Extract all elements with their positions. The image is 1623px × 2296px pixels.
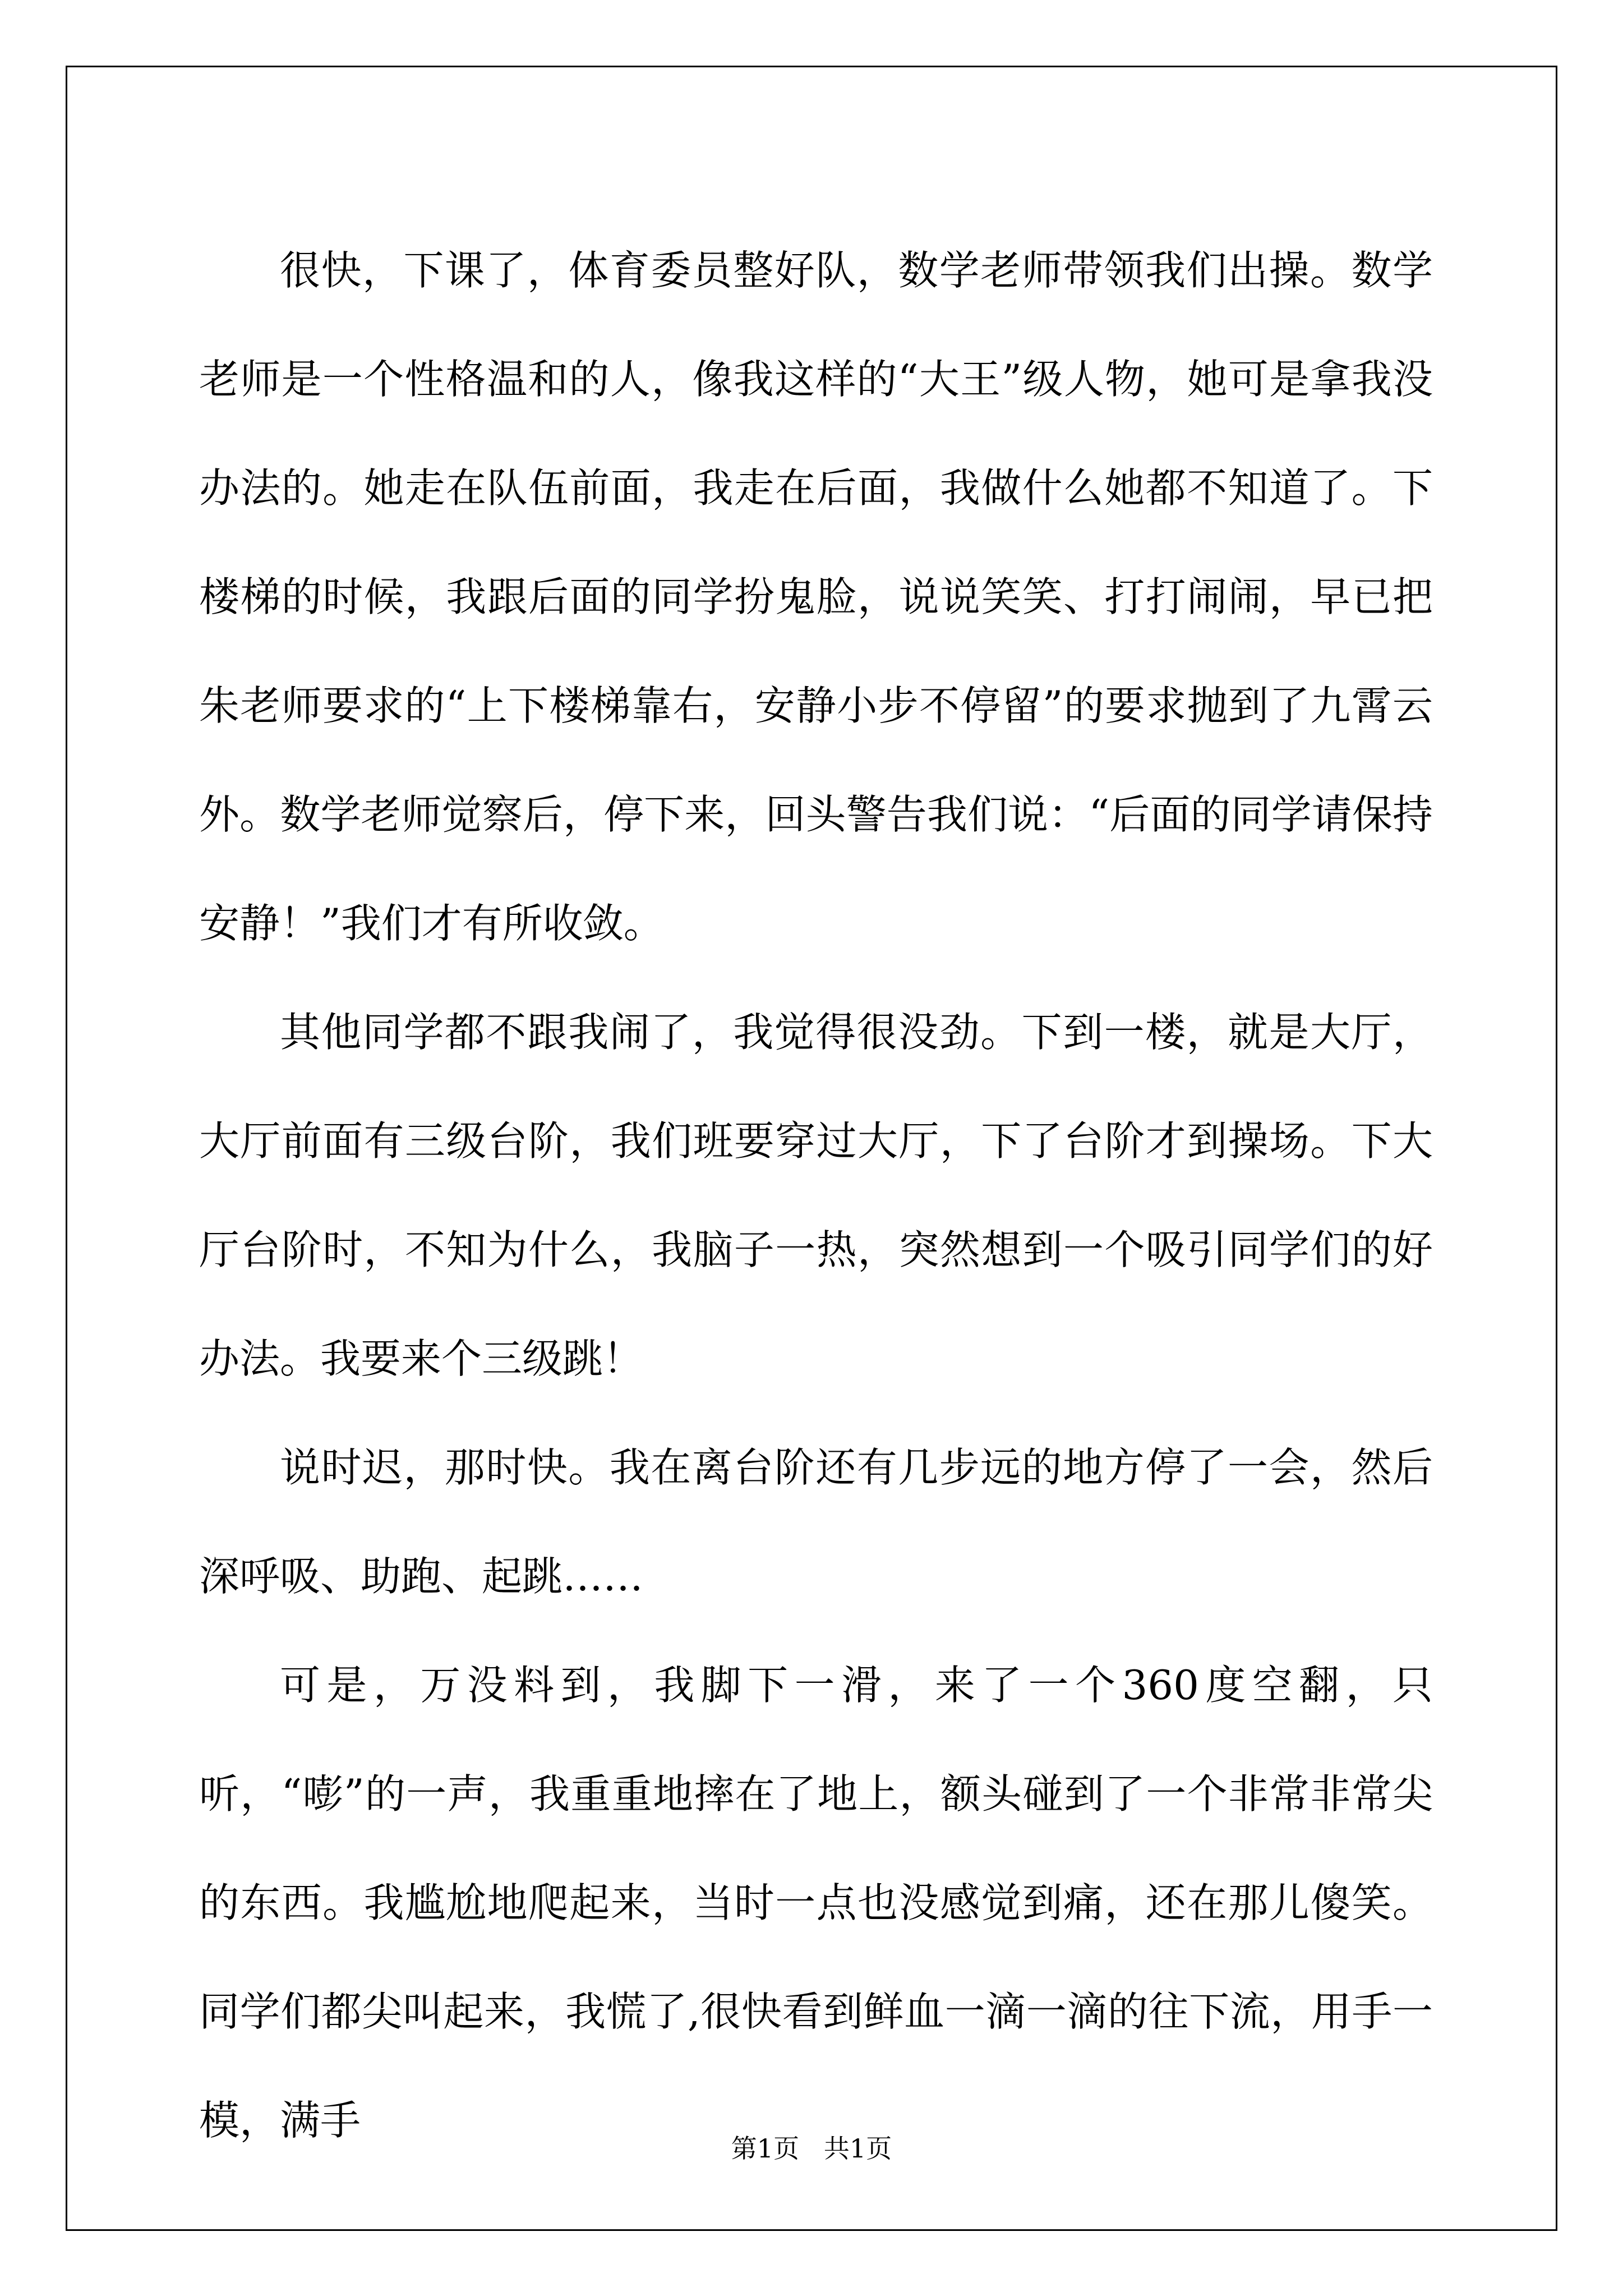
paragraph-2: 其他同学都不跟我闹了，我觉得很没劲。下到一楼，就是大厅，大厅前面有三级台阶，我们班要穿过大厅，下了台阶才到操场。下大厅台阶时，不知为什么，我脑子一热，突然想到一个吸引同学们的好办法。我要来个三级跳！ xyxy=(199,1009,1433,1382)
document-body xyxy=(199,216,1433,2175)
paragraph-4: 可是，万没料到，我脚下一滑，来了一个360度空翻，只听，“嘭”的一声，我重重地摔在了地上，额头碰到了一个非常非常尖的东西。我尴尬地爬起来，当时一点也没感觉到痛，还在那儿傻笑。同学们都尖叫起来，我慌了,很快看到鲜血一滴一滴的往下流，用手一模，满手 xyxy=(199,1662,1433,2144)
paragraph-3: 说时迟，那时快。我在离台阶还有几步远的地方停了一会，然后深呼吸、助跑、起跳…… xyxy=(199,1444,1433,1600)
page-footer: 第1页 共1页 xyxy=(731,2133,892,2164)
paragraph-1: 很快，下课了，体育委员整好队，数学老师带领我们出操。数学老师是一个性格温和的人，像我这样的“大王”级人物，她可是拿我没办法的。她走在队伍前面，我走在后面，我做什么她都不知道了。下楼梯的时候，我跟后面的同学扮鬼脸，说说笑笑、打打闹闹，早已把朱老师要求的“上下楼梯靠右，安静小步不停留”的要求抛到了九霄云外。数学老师觉察后，停下来，回头警告我们说：“后面的同学请保持安静！”我们才有所收敛。 xyxy=(199,247,1433,947)
